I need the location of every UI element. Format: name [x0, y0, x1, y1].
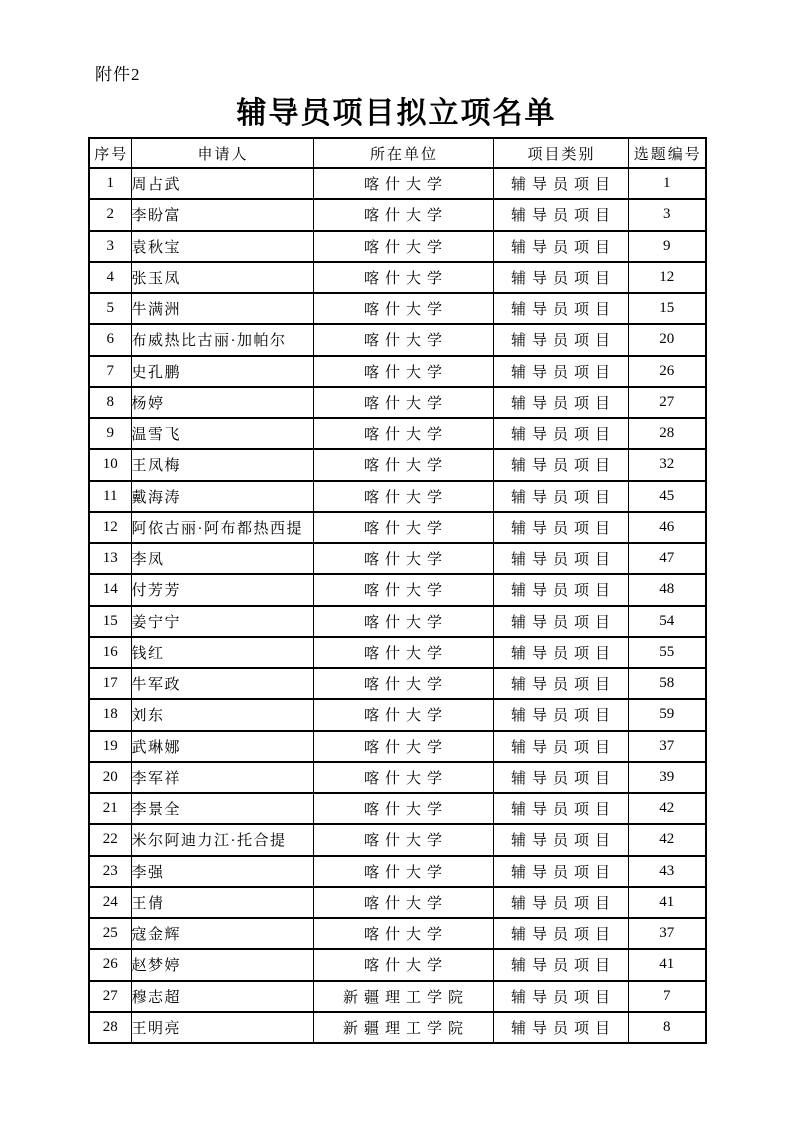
- cell-topic_no: 54: [628, 606, 706, 637]
- header-topic-no: 选题编号: [628, 138, 706, 168]
- cell-category: 辅导员项目: [493, 481, 628, 512]
- cell-category: 辅导员项目: [493, 637, 628, 668]
- cell-applicant: 袁秋宝: [131, 231, 313, 262]
- cell-category: 辅导员项目: [493, 668, 628, 699]
- cell-unit: 喀什大学: [313, 481, 493, 512]
- cell-unit: 喀什大学: [313, 637, 493, 668]
- header-applicant: 申请人: [131, 138, 313, 168]
- cell-unit: 新疆理工学院: [313, 981, 493, 1012]
- cell-unit: 喀什大学: [313, 449, 493, 480]
- cell-applicant: 赵梦婷: [131, 949, 313, 980]
- table-row: [89, 574, 706, 605]
- cell-unit: 新疆理工学院: [313, 1012, 493, 1043]
- cell-no: 20: [89, 762, 131, 793]
- cell-unit: 喀什大学: [313, 918, 493, 949]
- cell-applicant: 王凤梅: [131, 449, 313, 480]
- cell-topic_no: 20: [628, 324, 706, 355]
- cell-applicant: 刘东: [131, 699, 313, 730]
- cell-category: 辅导员项目: [493, 262, 628, 293]
- cell-category: 辅导员项目: [493, 824, 628, 855]
- table-header-row: [89, 138, 706, 168]
- cell-category: 辅导员项目: [493, 793, 628, 824]
- table-row: [89, 481, 706, 512]
- cell-unit: 喀什大学: [313, 324, 493, 355]
- cell-unit: 喀什大学: [313, 418, 493, 449]
- cell-applicant: 姜宁宁: [131, 606, 313, 637]
- cell-no: 17: [89, 668, 131, 699]
- cell-no: 22: [89, 824, 131, 855]
- cell-category: 辅导员项目: [493, 731, 628, 762]
- cell-category: 辅导员项目: [493, 887, 628, 918]
- table-body: [89, 168, 706, 1043]
- cell-no: 13: [89, 543, 131, 574]
- cell-topic_no: 3: [628, 199, 706, 230]
- cell-applicant: 李景全: [131, 793, 313, 824]
- cell-unit: 喀什大学: [313, 824, 493, 855]
- table-row: [89, 981, 706, 1012]
- cell-applicant: 钱红: [131, 637, 313, 668]
- cell-applicant: 穆志超: [131, 981, 313, 1012]
- table-row: [89, 168, 706, 199]
- table-row: [89, 762, 706, 793]
- cell-topic_no: 39: [628, 762, 706, 793]
- cell-applicant: 王倩: [131, 887, 313, 918]
- cell-applicant: 王明亮: [131, 1012, 313, 1043]
- cell-category: 辅导员项目: [493, 574, 628, 605]
- cell-topic_no: 47: [628, 543, 706, 574]
- cell-applicant: 温雪飞: [131, 418, 313, 449]
- cell-unit: 喀什大学: [313, 574, 493, 605]
- cell-no: 18: [89, 699, 131, 730]
- cell-topic_no: 26: [628, 356, 706, 387]
- cell-no: 19: [89, 731, 131, 762]
- cell-applicant: 周占武: [131, 168, 313, 199]
- cell-unit: 喀什大学: [313, 762, 493, 793]
- cell-applicant: 布威热比古丽·加帕尔: [131, 324, 313, 355]
- cell-unit: 喀什大学: [313, 887, 493, 918]
- cell-no: 7: [89, 356, 131, 387]
- table-row: [89, 387, 706, 418]
- cell-category: 辅导员项目: [493, 231, 628, 262]
- cell-category: 辅导员项目: [493, 543, 628, 574]
- cell-unit: 喀什大学: [313, 356, 493, 387]
- cell-topic_no: 8: [628, 1012, 706, 1043]
- cell-topic_no: 7: [628, 981, 706, 1012]
- cell-no: 6: [89, 324, 131, 355]
- table-row: [89, 856, 706, 887]
- cell-no: 4: [89, 262, 131, 293]
- cell-category: 辅导员项目: [493, 512, 628, 543]
- cell-category: 辅导员项目: [493, 418, 628, 449]
- table-row: [89, 356, 706, 387]
- cell-applicant: 李强: [131, 856, 313, 887]
- table-row: [89, 512, 706, 543]
- cell-applicant: 付芳芳: [131, 574, 313, 605]
- roster-table: [88, 137, 707, 1044]
- table-row: [89, 262, 706, 293]
- cell-category: 辅导员项目: [493, 699, 628, 730]
- cell-no: 16: [89, 637, 131, 668]
- cell-unit: 喀什大学: [313, 949, 493, 980]
- attachment-label: 附件2: [95, 65, 141, 84]
- cell-no: 24: [89, 887, 131, 918]
- cell-no: 28: [89, 1012, 131, 1043]
- table-row: [89, 668, 706, 699]
- cell-topic_no: 48: [628, 574, 706, 605]
- cell-topic_no: 12: [628, 262, 706, 293]
- cell-applicant: 李军祥: [131, 762, 313, 793]
- cell-topic_no: 15: [628, 293, 706, 324]
- table-row: [89, 793, 706, 824]
- cell-no: 14: [89, 574, 131, 605]
- cell-category: 辅导员项目: [493, 1012, 628, 1043]
- table-row: [89, 293, 706, 324]
- table-row: [89, 949, 706, 980]
- table-row: [89, 418, 706, 449]
- cell-no: 3: [89, 231, 131, 262]
- cell-unit: 喀什大学: [313, 668, 493, 699]
- header-category: 项目类别: [493, 138, 628, 168]
- cell-no: 26: [89, 949, 131, 980]
- cell-unit: 喀什大学: [313, 231, 493, 262]
- cell-unit: 喀什大学: [313, 856, 493, 887]
- cell-category: 辅导员项目: [493, 356, 628, 387]
- cell-topic_no: 55: [628, 637, 706, 668]
- table-row: [89, 731, 706, 762]
- cell-no: 21: [89, 793, 131, 824]
- cell-category: 辅导员项目: [493, 606, 628, 637]
- header-unit: 所在单位: [313, 138, 493, 168]
- cell-no: 8: [89, 387, 131, 418]
- page-title: 辅导员项目拟立项名单: [236, 97, 557, 130]
- cell-unit: 喀什大学: [313, 512, 493, 543]
- table-row: [89, 637, 706, 668]
- cell-applicant: 张玉凤: [131, 262, 313, 293]
- cell-topic_no: 45: [628, 481, 706, 512]
- cell-unit: 喀什大学: [313, 199, 493, 230]
- cell-unit: 喀什大学: [313, 543, 493, 574]
- cell-applicant: 武琳娜: [131, 731, 313, 762]
- cell-applicant: 戴海涛: [131, 481, 313, 512]
- cell-category: 辅导员项目: [493, 762, 628, 793]
- cell-category: 辅导员项目: [493, 918, 628, 949]
- cell-category: 辅导员项目: [493, 981, 628, 1012]
- table-row: [89, 199, 706, 230]
- cell-unit: 喀什大学: [313, 168, 493, 199]
- cell-topic_no: 37: [628, 918, 706, 949]
- cell-no: 11: [89, 481, 131, 512]
- cell-no: 25: [89, 918, 131, 949]
- cell-category: 辅导员项目: [493, 293, 628, 324]
- cell-unit: 喀什大学: [313, 699, 493, 730]
- cell-topic_no: 9: [628, 231, 706, 262]
- cell-topic_no: 27: [628, 387, 706, 418]
- cell-unit: 喀什大学: [313, 731, 493, 762]
- table-row: [89, 231, 706, 262]
- table-row: [89, 887, 706, 918]
- cell-applicant: 李盼富: [131, 199, 313, 230]
- cell-unit: 喀什大学: [313, 606, 493, 637]
- cell-topic_no: 41: [628, 949, 706, 980]
- cell-topic_no: 42: [628, 824, 706, 855]
- table-row: [89, 606, 706, 637]
- cell-topic_no: 1: [628, 168, 706, 199]
- cell-applicant: 牛军政: [131, 668, 313, 699]
- table-row: [89, 918, 706, 949]
- cell-category: 辅导员项目: [493, 449, 628, 480]
- cell-applicant: 史孔鹏: [131, 356, 313, 387]
- cell-category: 辅导员项目: [493, 949, 628, 980]
- table-row: [89, 543, 706, 574]
- cell-applicant: 牛满洲: [131, 293, 313, 324]
- cell-category: 辅导员项目: [493, 856, 628, 887]
- cell-topic_no: 43: [628, 856, 706, 887]
- table-row: [89, 324, 706, 355]
- cell-topic_no: 46: [628, 512, 706, 543]
- cell-no: 10: [89, 449, 131, 480]
- cell-topic_no: 37: [628, 731, 706, 762]
- table-row: [89, 824, 706, 855]
- cell-topic_no: 32: [628, 449, 706, 480]
- cell-applicant: 杨婷: [131, 387, 313, 418]
- cell-topic_no: 41: [628, 887, 706, 918]
- cell-unit: 喀什大学: [313, 293, 493, 324]
- table-row: [89, 449, 706, 480]
- cell-applicant: 米尔阿迪力江·托合提: [131, 824, 313, 855]
- cell-topic_no: 42: [628, 793, 706, 824]
- cell-category: 辅导员项目: [493, 168, 628, 199]
- table-row: [89, 1012, 706, 1043]
- cell-unit: 喀什大学: [313, 793, 493, 824]
- cell-applicant: 李凤: [131, 543, 313, 574]
- cell-category: 辅导员项目: [493, 387, 628, 418]
- cell-no: 1: [89, 168, 131, 199]
- cell-no: 5: [89, 293, 131, 324]
- cell-no: 15: [89, 606, 131, 637]
- cell-topic_no: 59: [628, 699, 706, 730]
- header-no: 序号: [89, 138, 131, 168]
- cell-no: 2: [89, 199, 131, 230]
- table-row: [89, 699, 706, 730]
- cell-category: 辅导员项目: [493, 324, 628, 355]
- cell-unit: 喀什大学: [313, 387, 493, 418]
- cell-category: 辅导员项目: [493, 199, 628, 230]
- cell-no: 23: [89, 856, 131, 887]
- cell-applicant: 阿依古丽·阿布都热西提: [131, 512, 313, 543]
- cell-no: 9: [89, 418, 131, 449]
- cell-no: 27: [89, 981, 131, 1012]
- cell-topic_no: 58: [628, 668, 706, 699]
- cell-no: 12: [89, 512, 131, 543]
- cell-applicant: 寇金辉: [131, 918, 313, 949]
- cell-topic_no: 28: [628, 418, 706, 449]
- cell-unit: 喀什大学: [313, 262, 493, 293]
